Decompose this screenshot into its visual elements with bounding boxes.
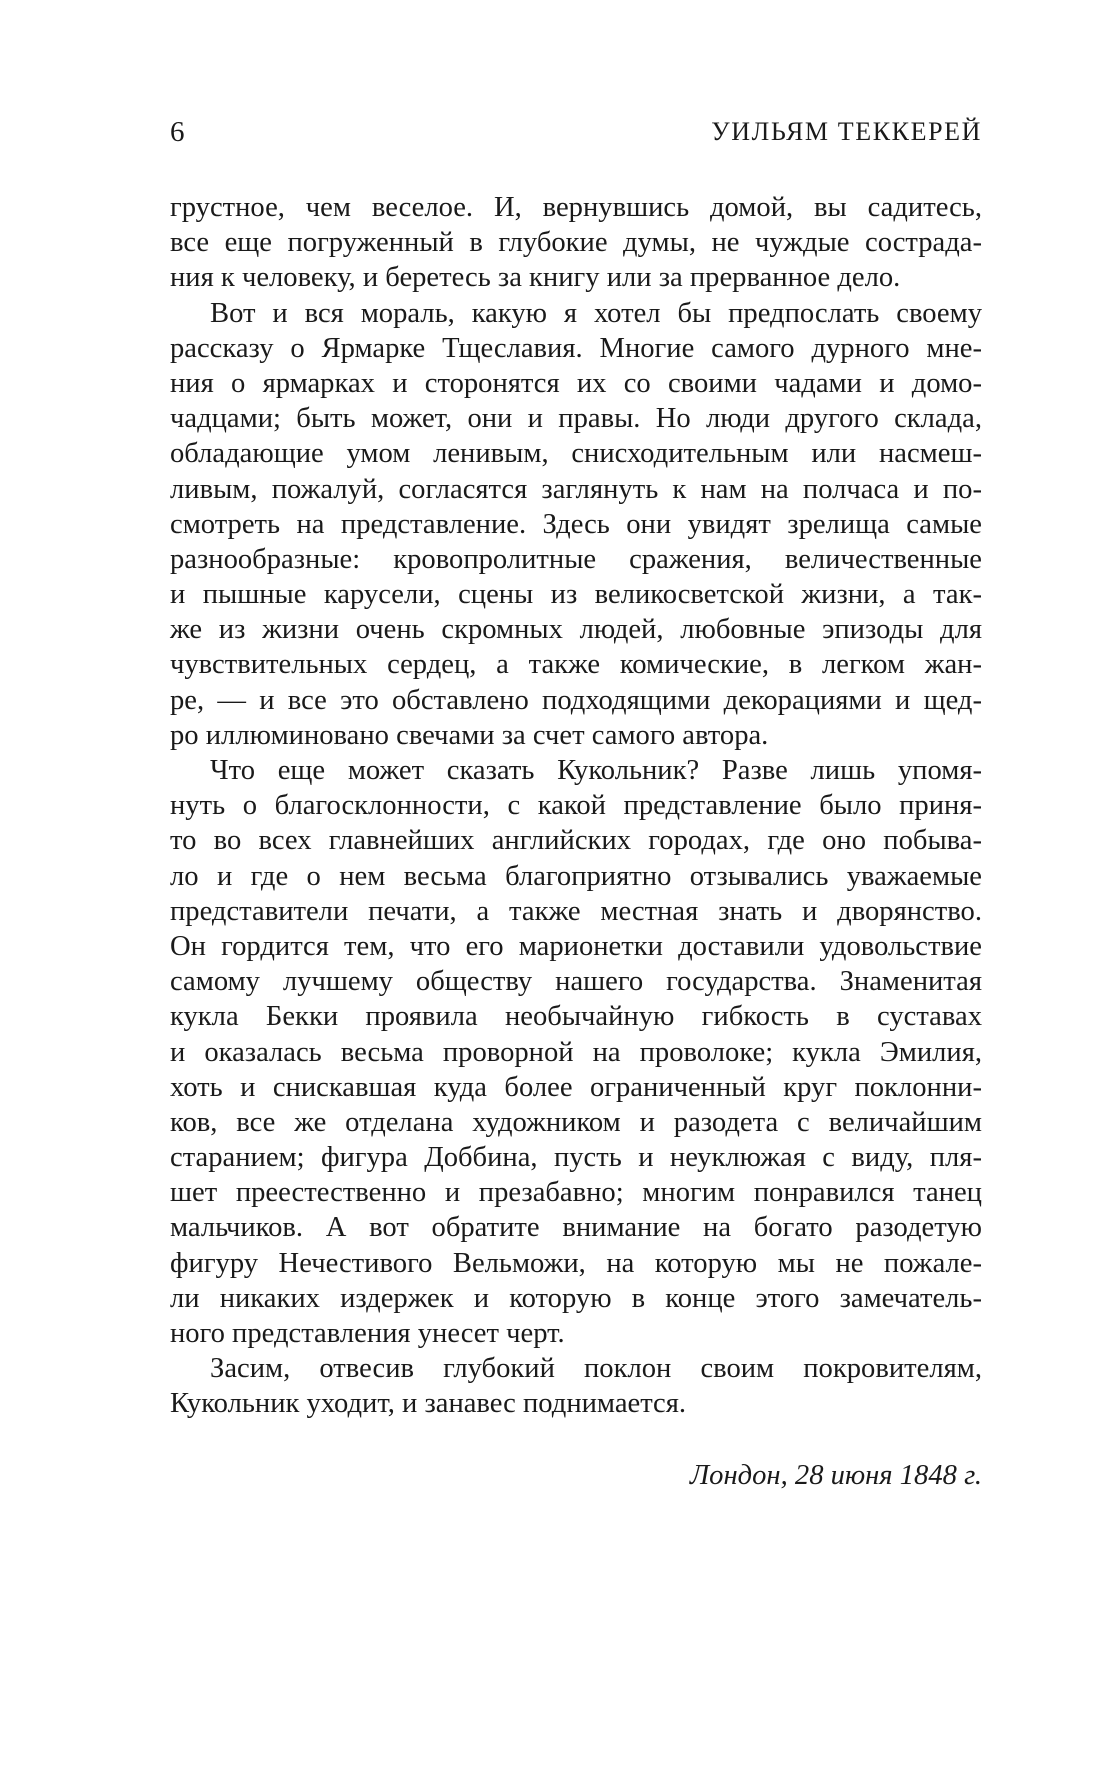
text-line: шет преестественно и презабавно; многим понравился танец [170,1177,982,1209]
text-line: самому лучшему обществу нашего государства. Знаменитая [170,966,982,998]
page-number: 6 [170,116,185,148]
text-line: Вот и вся мораль, какую я хотел бы предпослать своему [210,297,982,329]
place-date-signature: Лондон, 28 июня 1848 г. [689,1460,982,1491]
text-line: ного представления унесет черт. [170,1318,565,1349]
text-line: Засим, отвесив глубокий поклон своим покровителям, [210,1353,982,1385]
text-line: мальчиков. А вот обратите внимание на богато разодетую [170,1212,982,1244]
text-line: ло и где о нем весьма благоприятно отзывались уважаемые [170,860,982,892]
text-line: ро иллюминовано свечами за счет самого автора. [170,719,769,751]
running-head [170,114,982,150]
text-line: Он гордится тем, что его марионетки доставили удовольствие [170,930,982,962]
text-line: ков, все же отделана художником и разодета с величайшим [170,1106,982,1138]
text-line: же из жизни очень скромных людей, любовные эпизоды для [170,614,982,646]
text-line: рассказу о Ярмарке Тщеславия. Многие самого дурного мне- [170,332,982,364]
text-line: ли никаких издержек и которую в конце этого замечатель- [170,1282,982,1314]
text-line: хоть и снискавшая куда более ограниченный круг поклонни- [170,1071,982,1103]
text-line: разнообразные: кровопролитные сражения, величественные [170,543,982,575]
text-line: грустное, чем веселое. И, вернувшись домой, вы садитесь, [170,192,982,223]
text-line: и оказалась весьма проворной на проволоке; кукла Эмилия, [170,1036,982,1068]
text-line: старанием; фигура Доббина, пусть и неуклюжая с виду, пля- [170,1142,982,1174]
text-line: смотреть на представление. Здесь они увидят зрелища самые [170,508,982,540]
text-line: то во всех главнейших английских городах, где оно побыва- [170,825,982,857]
text-line: ния о ярмарках и сторонятся их со своими чадами и домо- [170,367,982,399]
text-line: обладающие умом ленивым, снисходительным или насмеш- [170,438,982,470]
text-line: фигуру Нечестивого Вельможи, на которую мы не пожале- [170,1247,982,1279]
text-line: чувствительных сердец, а также комические, в легком жан- [170,649,982,681]
text-line: чадцами; быть может, они и правы. Но люди другого склада, [170,403,982,435]
text-line: и пышные карусели, сцены из великосветской жизни, а так- [170,579,982,611]
running-title: УИЛЬЯМ ТЕККЕРЕЙ [711,117,982,146]
text-line: представители печати, а также местная знать и дворянство. [170,895,982,927]
text-line: ре, — и все это обставлено подходящими декорациями и щед- [170,684,982,716]
text-line: кукла Бекки проявила необычайную гибкость в суставах [170,1001,982,1033]
text-line: все еще погруженный в глубокие думы, не чуждые сострада- [170,227,982,259]
body-text [170,190,982,1422]
text-line: Что еще может сказать Кукольник? Разве лишь упомя- [210,755,982,786]
text-line: ния к человеку, и беретесь за книгу или за прерванное дело. [170,262,901,294]
text-line: ливым, пожалуй, согласятся заглянуть к нам на полчаса и по- [170,473,982,505]
text-line: нуть о благосклонности, с какой представление было приня- [170,790,982,822]
text-line: Кукольник уходит, и занавес поднимается. [170,1388,687,1420]
